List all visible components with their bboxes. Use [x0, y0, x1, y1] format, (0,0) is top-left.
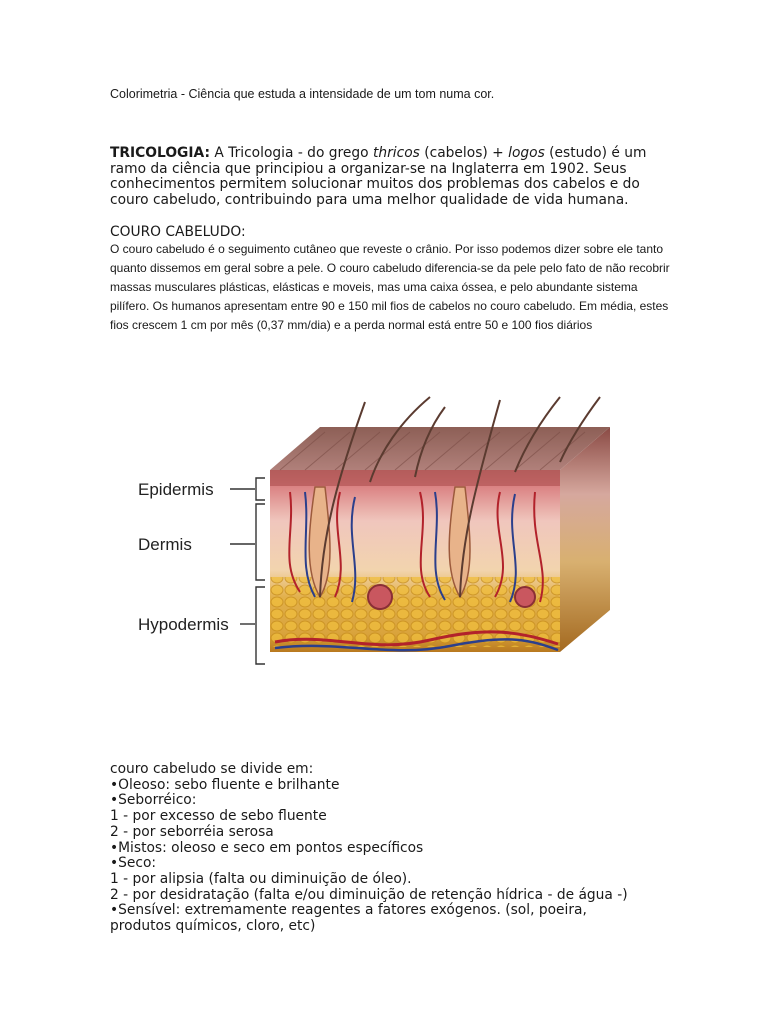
- tricologia-logos: logos: [508, 145, 545, 161]
- couro-cabeludo-paragraph: O couro cabeludo é o seguimento cutâneo que reveste o crânio. Por isso podemos dizer sobre ele tanto quanto dissemos em geral sobre a pele. O couro cabeludo diferencia-se da pele pelo fato de não recobrir massas musculares plásticas, elásticas e moveis, mas uma caixa óssea, e pelo abundante sistema pilífero. Os humanos apresentam entre 90 e 150 mil fios de cabelos no couro cabeludo. Em média, estes fios crescem 1 cm por mês (0,37 mm/dia) e a perda normal está entre 50 e 100 fios diários: [110, 242, 670, 332]
- dermis-label: Dermis: [138, 535, 192, 554]
- list-item: produtos químicos, cloro, etc): [110, 918, 316, 935]
- list-item: 2 - por desidratação (falta e/ou diminuição de retenção hídrica - de água -): [110, 886, 628, 903]
- skin-layers-illustration: [130, 392, 630, 682]
- list-item: •Seborréico:: [110, 792, 197, 809]
- tricologia-text-2: (cabelos) +: [424, 145, 504, 161]
- tricologia-heading: TRICOLOGIA:: [110, 145, 210, 161]
- list-item: •Seco:: [110, 855, 157, 872]
- list-item: •Sensível: extremamente reagentes a fatores exógenos. (sol, poeira,: [110, 902, 587, 919]
- hypodermis-fat-layer: [270, 577, 560, 647]
- tricologia-thricos: thricos: [372, 145, 420, 161]
- list-item: couro cabeludo se divide em:: [110, 761, 314, 777]
- tricologia-text-1: A Tricologia - do grego: [214, 145, 369, 161]
- tricologia-text-3: (estudo) é um ramo da ciência que principiou a organizar-se na Inglaterra em 1902. Seus conhecimentos permitem solucionar muitos dos problemas dos cabelos e do couro cabeludo, contribuindo para uma melhor qualidade de vida humana.: [110, 145, 647, 209]
- skin-diagram: [130, 392, 630, 682]
- epidermis-label: Epidermis: [138, 480, 214, 499]
- hypodermis-label: Hypodermis: [138, 615, 229, 634]
- couro-types-list: [110, 762, 670, 935]
- couro-cabeludo-title: COURO CABELUDO:: [110, 224, 246, 240]
- colorimetria-line: Colorimetria - Ciência que estuda a intensidade de um tom numa cor.: [110, 87, 495, 101]
- list-item: 1 - por excesso de sebo fluente: [110, 808, 327, 825]
- list-item: •Oleoso: sebo fluente e brilhante: [110, 776, 340, 793]
- list-item: 2 - por seborréia serosa: [110, 823, 274, 840]
- list-item: •Mistos: oleoso e seco em pontos específicos: [110, 839, 424, 856]
- tricologia-paragraph: [110, 146, 650, 209]
- list-item: 1 - por alipsia (falta ou diminuição de óleo).: [110, 870, 412, 887]
